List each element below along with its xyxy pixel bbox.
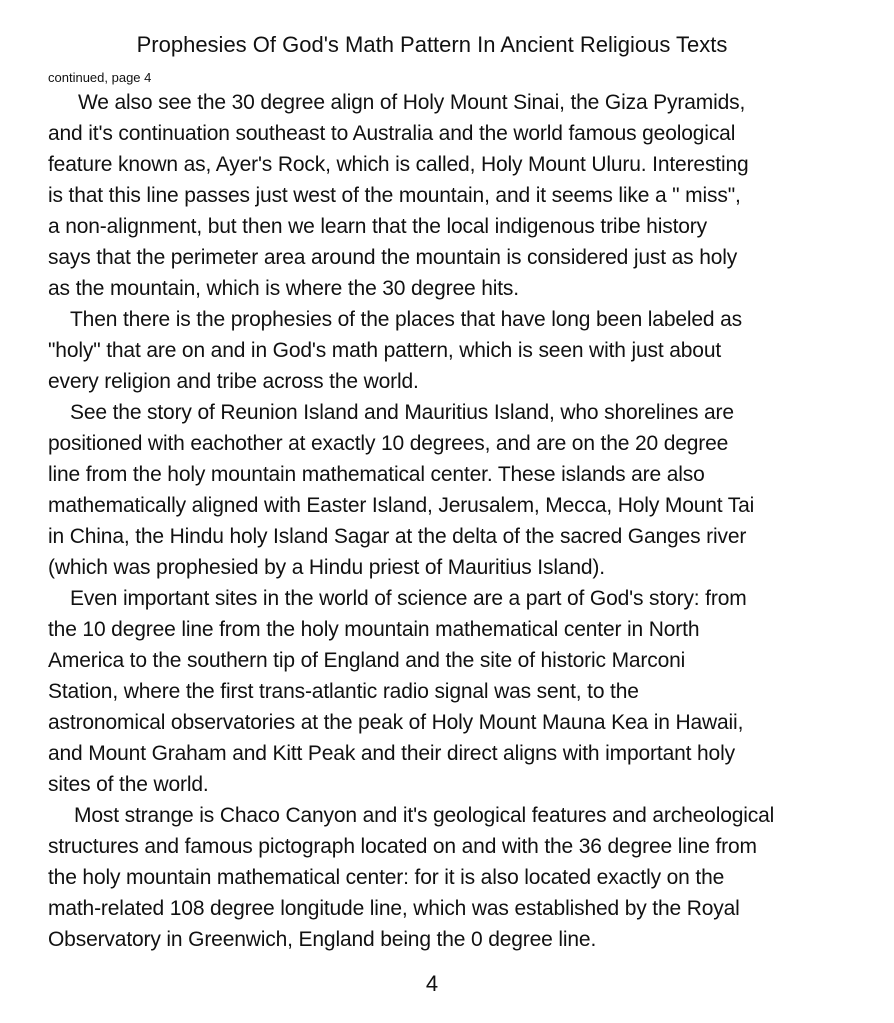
text-line: positioned with eachother at exactly 10 degrees, and are on the 20 degree (48, 432, 729, 455)
text-line: America to the southern tip of England and the site of historic Marconi (48, 649, 686, 672)
text-line: math-related 108 degree longitude line, which was established by the Royal (48, 897, 740, 920)
text-line: every religion and tribe across the world. (48, 370, 419, 393)
text-line: Then there is the prophesies of the places that have long been labeled as (70, 308, 743, 331)
text-line: feature known as, Ayer's Rock, which is called, Holy Mount Uluru. Interesting (48, 153, 749, 176)
text-line: as the mountain, which is where the 30 degree hits. (48, 277, 519, 300)
text-line: the holy mountain mathematical center: for it is also located exactly on the (48, 866, 725, 889)
text-line: structures and famous pictograph located on and with the 36 degree line from (48, 835, 757, 858)
text-line: and it's continuation southeast to Australia and the world famous geological (48, 122, 736, 145)
text-line: Most strange is Chaco Canyon and it's geological features and archeological (74, 804, 775, 827)
text-line: is that this line passes just west of the mountain, and it seems like a " miss", (48, 184, 741, 207)
text-line: and Mount Graham and Kitt Peak and their direct aligns with important holy (48, 742, 735, 765)
document-title: Prophesies Of God's Math Pattern In Ancient Religious Texts (136, 32, 728, 57)
text-line: a non-alignment, but then we learn that the local indigenous tribe history (48, 215, 707, 238)
text-line: line from the holy mountain mathematical center. These islands are also (48, 463, 705, 486)
text-line: "holy" that are on and in God's math pattern, which is seen with just about (48, 339, 722, 362)
text-line: Even important sites in the world of science are a part of God's story: from (70, 587, 747, 610)
body-text (48, 87, 868, 955)
text-line: Station, where the first trans-atlantic radio signal was sent, to the (48, 680, 639, 703)
text-line: We also see the 30 degree align of Holy Mount Sinai, the Giza Pyramids, (78, 91, 746, 114)
text-line: the 10 degree line from the holy mountain mathematical center in North (48, 618, 700, 641)
text-line: says that the perimeter area around the mountain is considered just as holy (48, 246, 738, 269)
text-line: sites of the world. (48, 773, 209, 796)
text-line: (which was prophesied by a Hindu priest of Mauritius Island). (48, 556, 605, 579)
continued-note: continued, page 4 (48, 70, 152, 85)
text-line: mathematically aligned with Easter Island, Jerusalem, Mecca, Holy Mount Tai (48, 494, 755, 517)
text-line: astronomical observatories at the peak of Holy Mount Mauna Kea in Hawaii, (48, 711, 744, 734)
text-line: See the story of Reunion Island and Mauritius Island, who shorelines are (70, 401, 734, 424)
page-number: 4 (425, 971, 439, 996)
text-line: in China, the Hindu holy Island Sagar at the delta of the sacred Ganges river (48, 525, 747, 548)
text-line: Observatory in Greenwich, England being the 0 degree line. (48, 928, 597, 951)
